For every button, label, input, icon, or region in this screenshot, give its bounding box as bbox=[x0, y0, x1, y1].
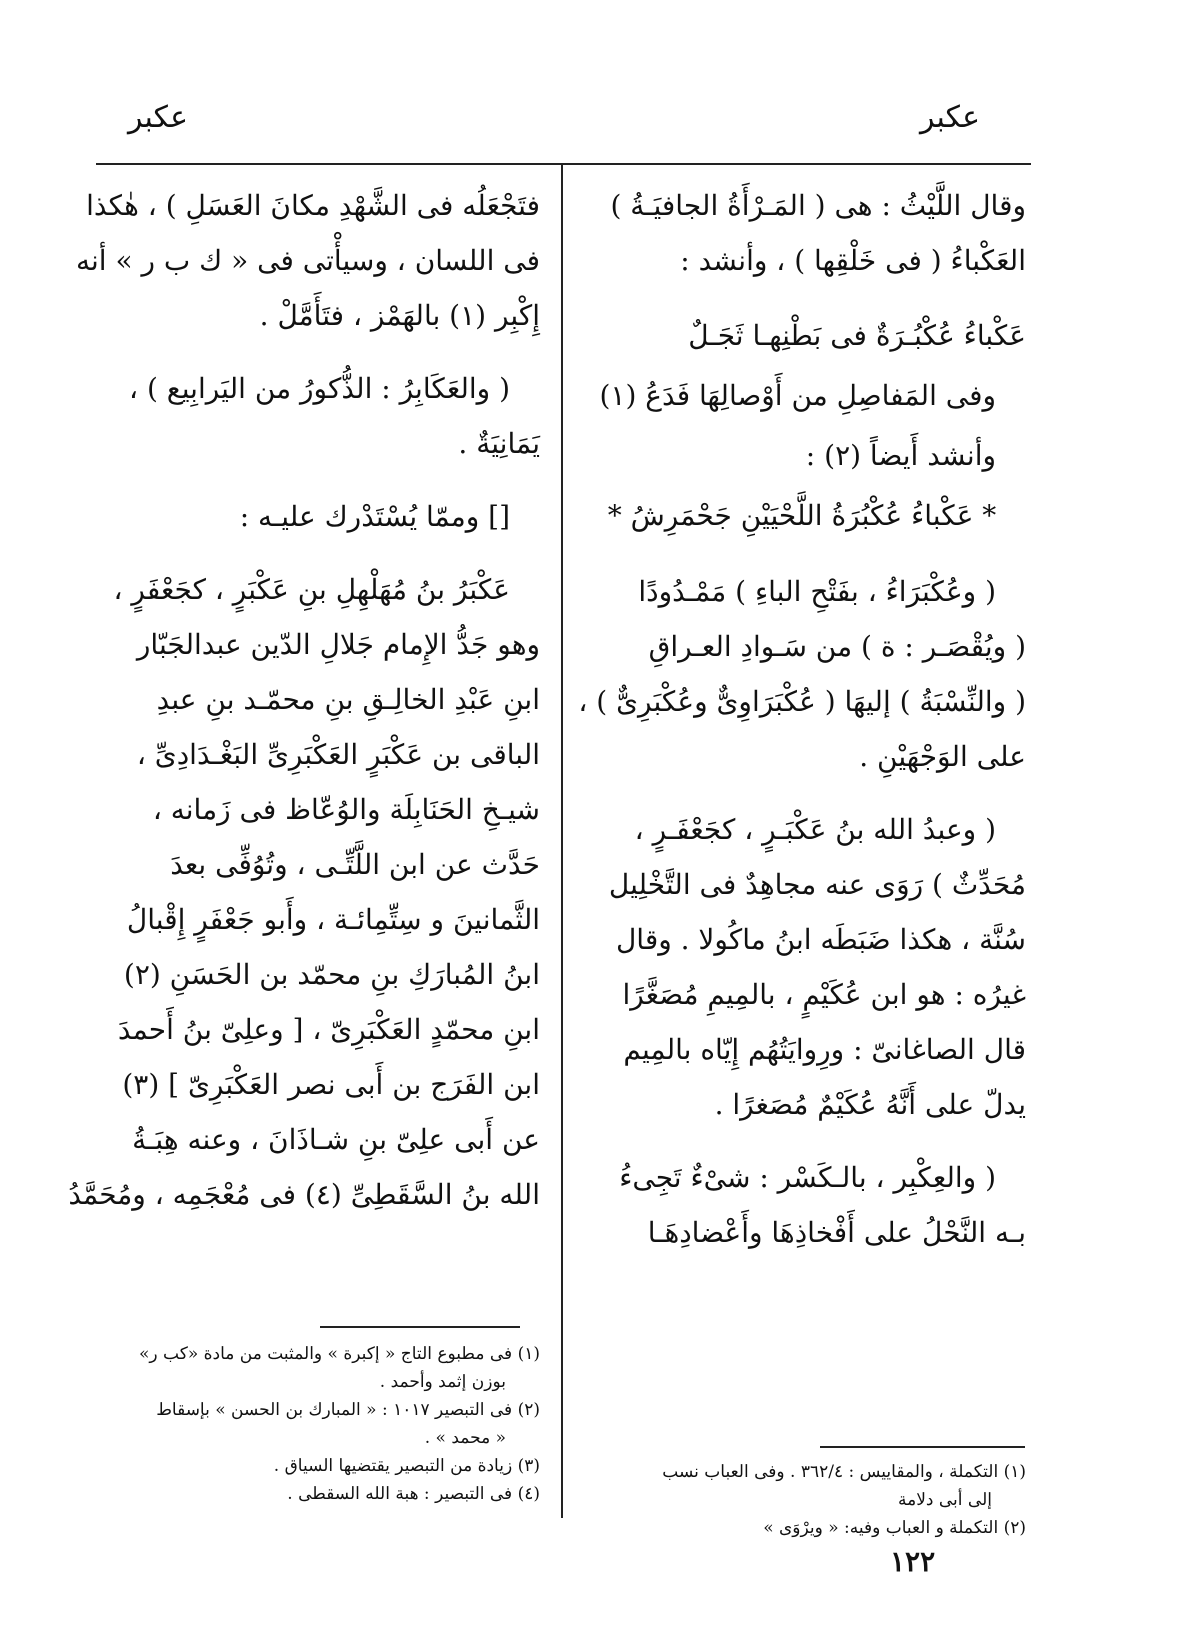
footnote: (٣) زيادة من التبصير يقتضيها السياق . bbox=[273, 1456, 540, 1476]
text-line: الله بنُ السَّقَطِىِّ (٤) فى مُعْجَمِه ، ومُحَمَّدُ bbox=[68, 1178, 540, 1211]
text-line: فى اللسان ، وسيأْتى فى « ك ب ر » أنه bbox=[75, 244, 540, 277]
footnote-continuation: « محمد » . bbox=[424, 1428, 506, 1448]
right-column bbox=[578, 178, 1026, 1260]
verse-line: * عَكْباءُ عُكْبُرَةُ اللَّحْيَيْنِ جَحْمَرِشُ * bbox=[607, 499, 997, 532]
footnote: (٤) فى التبصير : هبة الله السقطى . bbox=[287, 1484, 540, 1504]
left-column bbox=[68, 178, 540, 1222]
text-line: بـه النَّحْلُ على أَفْخاذِهَا وأَعْضادِهَـا bbox=[647, 1216, 1026, 1249]
footnote: (١) فى مطبوع التاج « إكبرة » والمثبت من مادة «كب ر» bbox=[139, 1344, 540, 1364]
text-line: عَكْبَرُ بنُ مُهَلْهِلِ بنِ عَكْبَرٍ ، كجَعْفَرٍ ، bbox=[113, 573, 510, 606]
text-line: يدلّ على أَنَّهُ عُكَيْمٌ مُصَغرًا . bbox=[714, 1088, 1026, 1121]
column-divider bbox=[561, 163, 563, 1518]
text-line: يَمَانِيَةٌ . bbox=[458, 427, 540, 460]
verse-line: عَكْباءُ عُكْبُـرَةٌ فى بَطْنِهـا ثَجَـلٌ bbox=[688, 319, 1026, 352]
text-line: فتَجْعَلُه فى الشَّهْدِ مكانَ العَسَلِ ) ، هٰكذا bbox=[86, 189, 540, 222]
footnote: (٢) التكملة و العباب وفيه: « ويرْوَى » bbox=[763, 1518, 1026, 1538]
text-line: ( والعَكَابِرُ : الذُّكورُ من اليَرابِيع ) ، bbox=[129, 372, 510, 405]
footnotes-left bbox=[96, 1340, 540, 1508]
text-line: الثَّمانينَ و سِتِّمِائـة ، وأَبو جَعْفَرٍ إِقْبالُ bbox=[126, 903, 540, 936]
text-line: ابن الفَرَج بن أَبى نصر العَكْبَرِىّ ] (٣) bbox=[122, 1068, 540, 1101]
footnote-rule-left bbox=[320, 1326, 520, 1328]
text-line: ابنِ محمّدٍ العَكْبَرِىّ ، [ وعلِىّ بنُ أَحمدَ bbox=[117, 1013, 540, 1046]
footnote-continuation: إلى أبى دلامة bbox=[898, 1490, 992, 1510]
section-heading: [] وممّا يُسْتَدْرك عليـه : bbox=[239, 500, 510, 533]
text-line: ( ويُقْصَـر : ة ) من سَـوادِ العـراقِ bbox=[648, 630, 1026, 663]
text-line: مُحَدِّثٌ ) رَوَى عنه مجاهِدٌ فى التَّخْلِيل bbox=[608, 868, 1026, 901]
footnote-continuation: بوزن إثمد وأحمد . bbox=[379, 1372, 506, 1392]
text-line: وأنشد أَيضاً (٢) : bbox=[805, 439, 996, 472]
text-line: وقال اللَّيْثُ : هى ( المَـرْأَةُ الجافيَـةُ ) bbox=[610, 189, 1026, 222]
text-line: ابنِ عَبْدِ الخالِـقِ بنِ محمّـد بنِ عبدِ bbox=[156, 683, 540, 716]
footnote: (١) التكملة ، والمقاييس : ٣٦٢/٤ . وفى العباب نسب bbox=[662, 1462, 1026, 1482]
text-line: ( والعِكْبِر ، بالـكَسْر : شىْءٌ تَجِىءُ bbox=[619, 1161, 996, 1194]
footnote-rule-right bbox=[820, 1446, 1025, 1448]
text-line: إِكْبِر (١) بالهَمْز ، فتَأَمَّلْ . bbox=[259, 299, 540, 332]
text-line: عن أَبى علِىّ بنِ شـاذَانَ ، وعنه هِبَـةُ bbox=[132, 1123, 540, 1156]
text-line: العَكْباءُ ( فى خَلْقِها ) ، وأنشد : bbox=[680, 244, 1026, 277]
text-line: شيـخِ الحَنَابِلَة والوُعّاظ فى زَمانه ، bbox=[152, 793, 540, 826]
running-header-left: عكبر bbox=[128, 100, 189, 135]
verse-line: وفى المَفاصِلِ من أَوْصالِهَا فَدَعُ (١) bbox=[599, 379, 996, 412]
page-number: ١٢٢ bbox=[890, 1545, 936, 1578]
text-line: ( والنِّسْبَةُ ) إليهَا ( عُكْبَرَاوِىٌّ وعُكْبَرِىٌّ ) ، bbox=[578, 685, 1026, 718]
text-line: الباقى بن عَكْبَرٍ العَكْبَرِىِّ البَغْـدَادِىِّ ، bbox=[136, 738, 540, 771]
header-rule bbox=[96, 163, 1031, 165]
text-line: ابنُ المُبارَكِ بنِ محمّد بن الحَسَنِ (٢) bbox=[123, 958, 540, 991]
text-line: ( وعبدُ الله بنُ عَكْبَـرٍ ، كجَعْفَـرٍ ، bbox=[634, 813, 996, 846]
text-line: ( وعُكْبَرَاءُ ، بفَتْحِ الباءِ ) مَمْـدُودًا bbox=[638, 575, 996, 608]
text-line: على الوَجْهَيْنِ . bbox=[859, 740, 1026, 773]
running-header-right: عكبر bbox=[920, 100, 981, 135]
text-line: قال الصاغانىّ : ورِوايَتُهُم إِيّاه بالمِيم bbox=[623, 1033, 1026, 1066]
text-line: غيرُه : هو ابن عُكَيْمٍ ، بالمِيمِ مُصَغَّرًا bbox=[622, 978, 1026, 1011]
text-line: سُنَّة ، هكذا ضَبَطَه ابنُ ماكُولا . وقال bbox=[615, 923, 1026, 956]
text-line: حَدَّث عن ابن اللَّتِّـى ، وتُوُفِّى بعدَ bbox=[170, 848, 540, 881]
text-line: وهو جَدُّ الإِمام جَلالِ الدّين عبدالجَبّار bbox=[136, 628, 540, 661]
footnotes-right bbox=[578, 1458, 1026, 1542]
footnote: (٢) فى التبصير ١٠١٧ : « المبارك بن الحسن » بإسقاط bbox=[156, 1400, 540, 1420]
